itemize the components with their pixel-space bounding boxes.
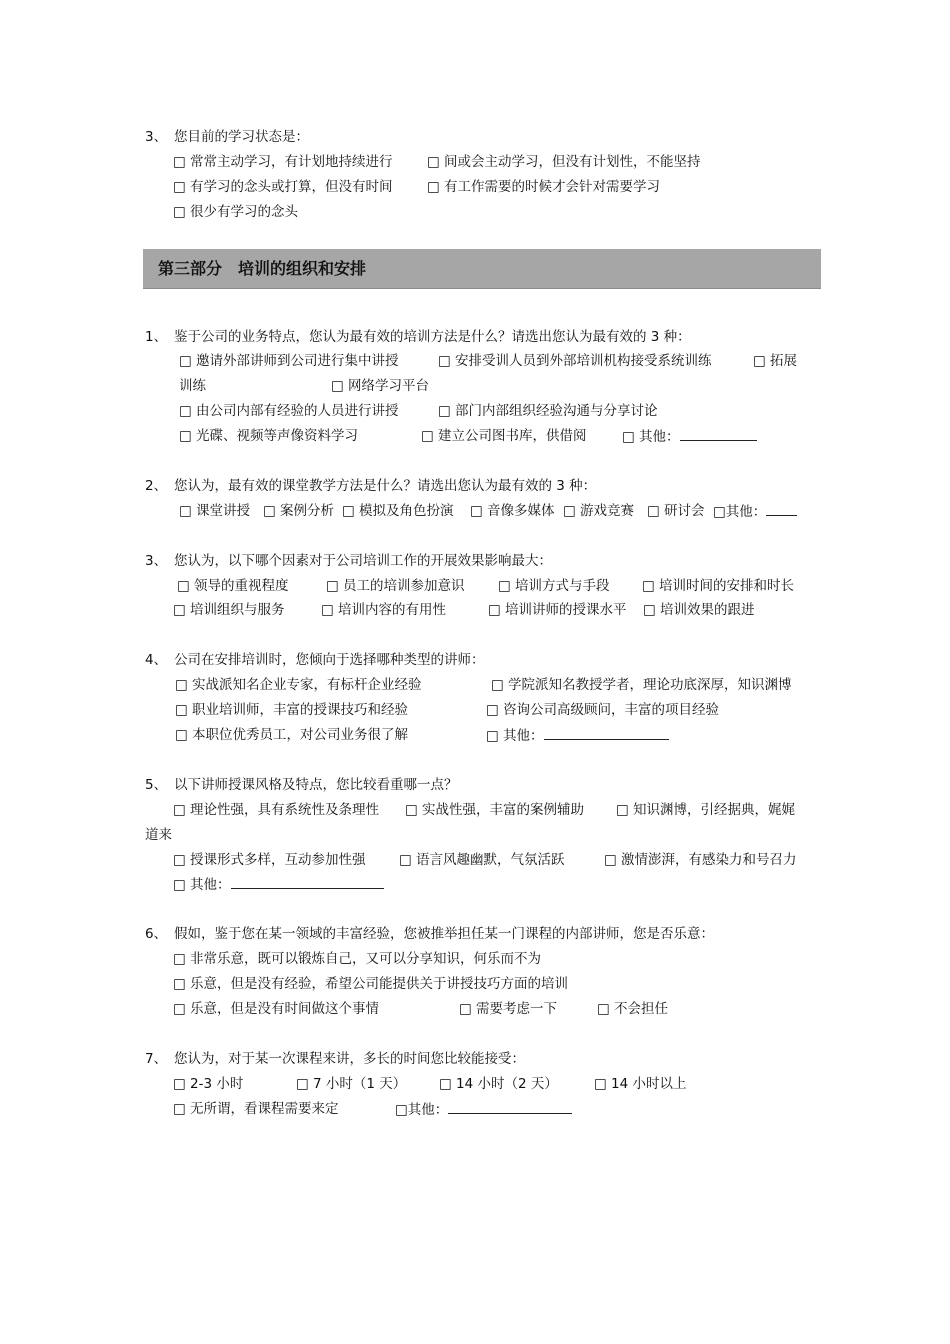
question-number: 5、: [145, 777, 168, 793]
blank-underline[interactable]: [766, 502, 797, 516]
question-number: 1、: [145, 329, 168, 345]
question-number: 3、: [145, 129, 168, 145]
option[interactable]: □ 常常主动学习，有计划地持续进行: [173, 154, 393, 170]
option-other[interactable]: [622, 427, 757, 446]
question-6: [145, 925, 714, 943]
option[interactable]: □ 非常乐意，既可以锻炼自己，又可以分享知识，何乐而不为: [173, 951, 542, 967]
option[interactable]: □ 学院派知名教授学者，理论功底深厚，知识渊博: [491, 677, 792, 693]
question-text: 假如，鉴于您在某一领域的丰富经验，您被推举担任某一门课程的内部讲师，您是否乐意：: [174, 926, 714, 942]
option[interactable]: □ 邀请外部讲师到公司进行集中讲授: [179, 353, 399, 369]
blank-underline[interactable]: [448, 1100, 572, 1114]
option[interactable]: □ 不会担任: [597, 1001, 669, 1017]
option[interactable]: □ 培训方式与手段: [498, 578, 610, 594]
question-text: 公司在安排培训时，您倾向于选择哪种类型的讲师：: [174, 652, 485, 668]
option[interactable]: □ 游戏竞赛: [563, 503, 635, 519]
option[interactable]: □ 需要考虑一下: [459, 1001, 558, 1017]
question-text: 您认为，最有效的课堂教学方法是什么？请选出您认为最有效的 3 种：: [174, 478, 597, 494]
option[interactable]: □ 光碟、视频等声像资料学习: [179, 428, 359, 444]
question-number: 4、: [145, 652, 168, 668]
section-header: [143, 249, 821, 289]
question-number: 7、: [145, 1051, 168, 1067]
option[interactable]: □ 乐意，但是没有经验，希望公司能提供关于讲授技巧方面的培训: [173, 976, 569, 992]
question-number: 2、: [145, 478, 168, 494]
option[interactable]: □ 员工的培训参加意识: [326, 578, 465, 594]
section-title: 第三部分 培训的组织和安排: [158, 259, 367, 278]
option-label: □ 其他：: [486, 728, 544, 744]
option[interactable]: □ 14 小时（2 天）: [439, 1076, 558, 1092]
blank-underline[interactable]: [680, 427, 757, 441]
question-number: 3、: [145, 553, 168, 569]
option[interactable]: □ 有工作需要的时候才会针对需要学习: [427, 179, 661, 195]
option[interactable]: □ 本职位优秀员工，对公司业务很了解: [175, 727, 409, 743]
option[interactable]: □ 领导的重视程度: [177, 578, 289, 594]
option[interactable]: □ 语言风趣幽默，气氛活跃: [399, 852, 565, 868]
option[interactable]: □ 激情澎湃，有感染力和号召力: [604, 852, 797, 868]
option[interactable]: □ 由公司内部有经验的人员进行讲授: [179, 403, 399, 419]
option[interactable]: □ 部门内部组织经验沟通与分享讨论: [438, 403, 658, 419]
option[interactable]: □ 知识渊博，引经据典，娓娓: [616, 802, 796, 818]
option-label: □ 其他：: [622, 429, 680, 445]
question-7: [145, 1050, 525, 1068]
option[interactable]: □ 课堂讲授: [179, 503, 251, 519]
option[interactable]: □ 无所谓，看课程需要来定: [173, 1101, 339, 1117]
option[interactable]: □ 网络学习平台: [331, 378, 430, 394]
question-text: 您认为，对于某一次课程来讲，多长的时间您比较能接受：: [174, 1051, 525, 1067]
option[interactable]: □ 实战派知名企业专家，有标杆企业经验: [175, 677, 422, 693]
blank-underline[interactable]: [231, 875, 384, 889]
option[interactable]: □ 实战性强，丰富的案例辅助: [405, 802, 585, 818]
question-text: 您目前的学习状态是：: [174, 129, 309, 145]
option-other[interactable]: [486, 726, 669, 745]
option[interactable]: □ 有学习的念头或打算，但没有时间: [173, 179, 393, 195]
option[interactable]: □ 培训效果的跟进: [643, 602, 755, 618]
option-other[interactable]: [713, 502, 797, 521]
option-continuation: 训练: [179, 378, 206, 394]
option[interactable]: □ 培训讲师的授课水平: [488, 602, 627, 618]
question-prev-3: [145, 128, 309, 146]
option[interactable]: □ 案例分析: [263, 503, 335, 519]
question-text: 鉴于公司的业务特点，您认为最有效的培训方法是什么？请选出您认为最有效的 3 种：: [174, 329, 691, 345]
option[interactable]: □ 培训时间的安排和时长: [642, 578, 795, 594]
option-other[interactable]: [173, 875, 384, 894]
option[interactable]: □ 授课形式多样，互动参加性强: [173, 852, 366, 868]
option[interactable]: □ 建立公司图书库，供借阅: [421, 428, 587, 444]
option[interactable]: □ 乐意，但是没有时间做这个事情: [173, 1001, 380, 1017]
question-text: 以下讲师授课风格及特点，您比较看重哪一点？: [174, 777, 458, 793]
option-label: □其他：: [395, 1102, 449, 1118]
option[interactable]: □ 间或会主动学习，但没有计划性，不能坚持: [427, 154, 701, 170]
option[interactable]: □ 理论性强，具有系统性及条理性: [173, 802, 380, 818]
question-text: 您认为，以下哪个因素对于公司培训工作的开展效果影响最大：: [174, 553, 552, 569]
option-other[interactable]: [395, 1100, 572, 1119]
question-1: [145, 328, 691, 346]
option[interactable]: □ 研讨会: [647, 503, 705, 519]
option-continuation: 道来: [145, 827, 172, 843]
option[interactable]: □ 咨询公司高级顾问，丰富的项目经验: [486, 702, 720, 718]
option-label: □ 其他：: [173, 877, 231, 893]
option[interactable]: □ 14 小时以上: [594, 1076, 687, 1092]
option[interactable]: □ 2-3 小时: [173, 1076, 244, 1092]
option[interactable]: □ 音像多媒体: [470, 503, 555, 519]
option[interactable]: □ 职业培训师，丰富的授课技巧和经验: [175, 702, 409, 718]
option-label: □其他：: [713, 504, 767, 520]
question-3: [145, 552, 552, 570]
question-2: [145, 477, 596, 495]
blank-underline[interactable]: [544, 726, 669, 740]
option[interactable]: □ 很少有学习的念头: [173, 204, 299, 220]
option[interactable]: □ 模拟及角色扮演: [342, 503, 454, 519]
option[interactable]: □ 安排受训人员到外部培训机构接受系统训练: [438, 353, 712, 369]
option[interactable]: □ 培训内容的有用性: [321, 602, 447, 618]
question-5: [145, 776, 458, 794]
question-number: 6、: [145, 926, 168, 942]
question-4: [145, 651, 485, 669]
option[interactable]: □ 培训组织与服务: [173, 602, 285, 618]
option[interactable]: □ 7 小时（1 天）: [296, 1076, 407, 1092]
option[interactable]: □ 拓展: [753, 353, 798, 369]
